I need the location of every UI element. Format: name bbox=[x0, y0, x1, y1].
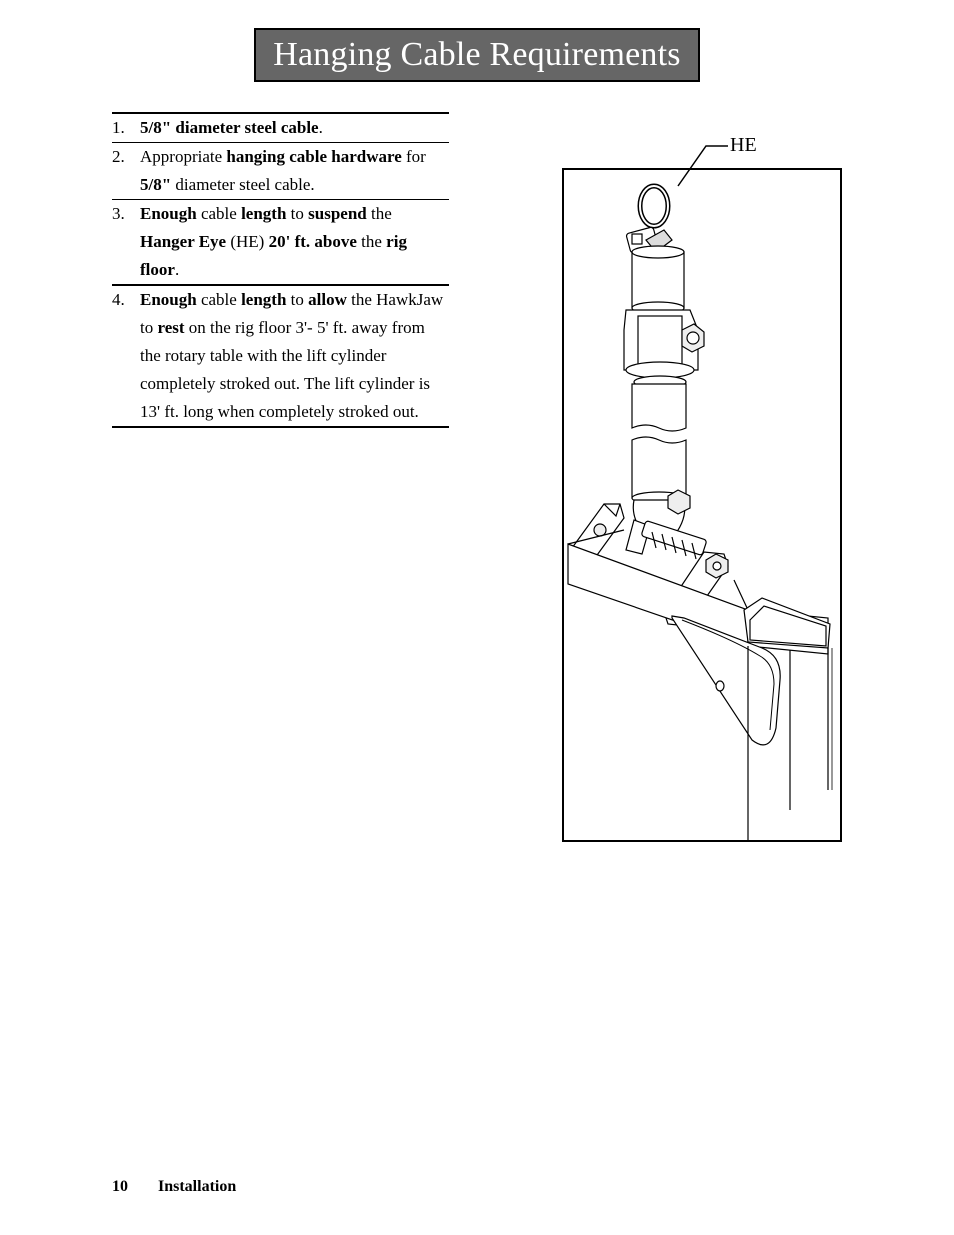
body-text: . bbox=[174, 260, 180, 279]
requirement-item bbox=[112, 200, 449, 286]
body-text: (HE) bbox=[226, 232, 269, 251]
lift-cylinder bbox=[632, 384, 686, 504]
clevis-bolt-joint bbox=[624, 310, 704, 388]
emphasis-text: allow bbox=[308, 290, 347, 309]
page-title: Hanging Cable Requirements bbox=[254, 28, 700, 82]
emphasis-text: hanging cable hardware bbox=[226, 147, 402, 166]
requirement-number: 3. bbox=[112, 204, 125, 223]
body-text: cable bbox=[196, 290, 242, 309]
requirement-item bbox=[112, 114, 449, 143]
requirement-text bbox=[140, 143, 449, 199]
body-text: to bbox=[286, 290, 309, 309]
emphasis-text: Enough bbox=[140, 204, 197, 223]
emphasis-text: 20' ft. above bbox=[268, 232, 357, 251]
hawkjaw-hanger-illustration bbox=[564, 170, 842, 842]
requirement-text bbox=[140, 200, 449, 284]
requirement-text bbox=[140, 114, 449, 142]
hanger-eye-shackle bbox=[626, 186, 672, 253]
body-text: for bbox=[401, 147, 426, 166]
page-number: 10 bbox=[112, 1178, 128, 1195]
emphasis-text: length bbox=[241, 290, 287, 309]
body-text: to bbox=[286, 204, 309, 223]
upper-cylinder bbox=[632, 246, 684, 314]
requirement-item bbox=[112, 286, 449, 426]
emphasis-text: 5/8" bbox=[140, 175, 172, 194]
requirements-list bbox=[112, 112, 449, 428]
body-text: . bbox=[318, 118, 323, 137]
requirement-text bbox=[140, 286, 449, 426]
emphasis-text: rest bbox=[157, 318, 185, 337]
page-footer bbox=[112, 1178, 236, 1196]
requirement-number: 2. bbox=[112, 147, 125, 166]
body-text: the HawkJaw to bbox=[140, 290, 444, 337]
requirement-number: 1. bbox=[112, 118, 125, 137]
hanger-eye-figure bbox=[562, 168, 842, 842]
emphasis-text: 5/8" diameter steel cable bbox=[140, 118, 319, 137]
emphasis-text: suspend bbox=[308, 204, 367, 223]
requirement-number: 4. bbox=[112, 290, 125, 309]
section-name: Installation bbox=[158, 1178, 237, 1195]
emphasis-text: Hanger Eye bbox=[140, 232, 227, 251]
body-text: the bbox=[366, 204, 392, 223]
body-text: cable bbox=[196, 204, 242, 223]
requirement-item bbox=[112, 143, 449, 200]
emphasis-text: length bbox=[241, 204, 287, 223]
emphasis-text: rig floor bbox=[140, 232, 407, 279]
emphasis-text: Enough bbox=[140, 290, 197, 309]
hanger-eye-callout-label: HE bbox=[730, 134, 757, 156]
body-text: on the rig floor 3'- 5' ft. away from the rotary table with the lift cylinder completely stroked out. The lift cylinder is 13' ft. long when completely stroked out. bbox=[140, 318, 431, 421]
body-text: Appropriate bbox=[140, 147, 227, 166]
lower-swivel bbox=[626, 490, 707, 559]
body-text: diameter steel cable. bbox=[171, 175, 315, 194]
body-text: the bbox=[356, 232, 387, 251]
